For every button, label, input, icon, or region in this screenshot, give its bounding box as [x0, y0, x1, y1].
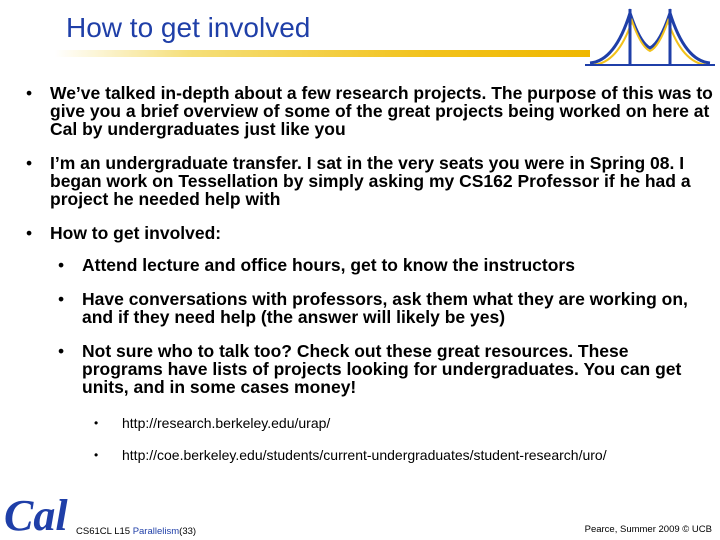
bullet-research-overview [24, 84, 714, 138]
bullet-dot: • [58, 289, 65, 309]
bullet-text: Have conversations with professors, ask them what they are working on, and if they need help (the answer will likely be yes) [82, 289, 688, 327]
bullet-transfer-story [24, 154, 714, 208]
bullet-text: How to get involved: [50, 223, 222, 243]
footer-topic: Parallelism [132, 526, 180, 537]
bullet-text: We’ve talked in-depth about a few research projects. The purpose of this was to give you a brief overview of some of the great projects being worked on here at Cal by undergraduates just like you [50, 83, 713, 139]
bullet-how-to-get-involved [24, 224, 714, 242]
bullet-text: Attend lecture and office hours, get to know the instructors [82, 255, 575, 275]
footer-course-label: CS61CL L15 [76, 526, 133, 537]
slide-title: How to get involved [66, 12, 311, 43]
bridge-logo-icon [585, 3, 715, 68]
footer-page: (33) [179, 526, 197, 537]
bullet-dot: • [58, 255, 65, 275]
bullet-dot: • [26, 153, 33, 173]
link-text[interactable]: http://research.berkeley.edu/urap/ [122, 415, 331, 431]
bullet-dot: • [94, 416, 99, 430]
sub-bullet-talk-professors [56, 290, 714, 326]
link-uro[interactable] [92, 448, 714, 462]
title-underline-bar [55, 50, 590, 57]
bullet-dot: • [58, 341, 65, 361]
link-urap[interactable] [92, 416, 714, 430]
bullet-text: Not sure who to talk too? Check out these great resources. These programs have lists of projects looking for undergraduates. You can get units, and in some cases money! [82, 341, 682, 397]
footer-credit: Pearce, Summer 2009 © UCB [584, 524, 712, 535]
cal-logo-icon [2, 484, 74, 538]
sub-bullet-attend-lecture [56, 256, 714, 274]
footer-course [76, 526, 196, 537]
slide-content [24, 84, 714, 462]
bullet-dot: • [26, 223, 33, 243]
bullet-dot: • [94, 448, 99, 462]
sub-bullet-resources [56, 342, 714, 396]
bullet-text: I’m an undergraduate transfer. I sat in the very seats you were in Spring 08. I began work on Tessellation by simply asking my CS162 Professor if he had a project he needed help with [50, 153, 691, 209]
link-text[interactable]: http://coe.berkeley.edu/students/current-undergraduates/student-research/uro/ [122, 447, 607, 463]
cal-logo-text: Cal [4, 491, 68, 538]
bullet-dot: • [26, 83, 33, 103]
